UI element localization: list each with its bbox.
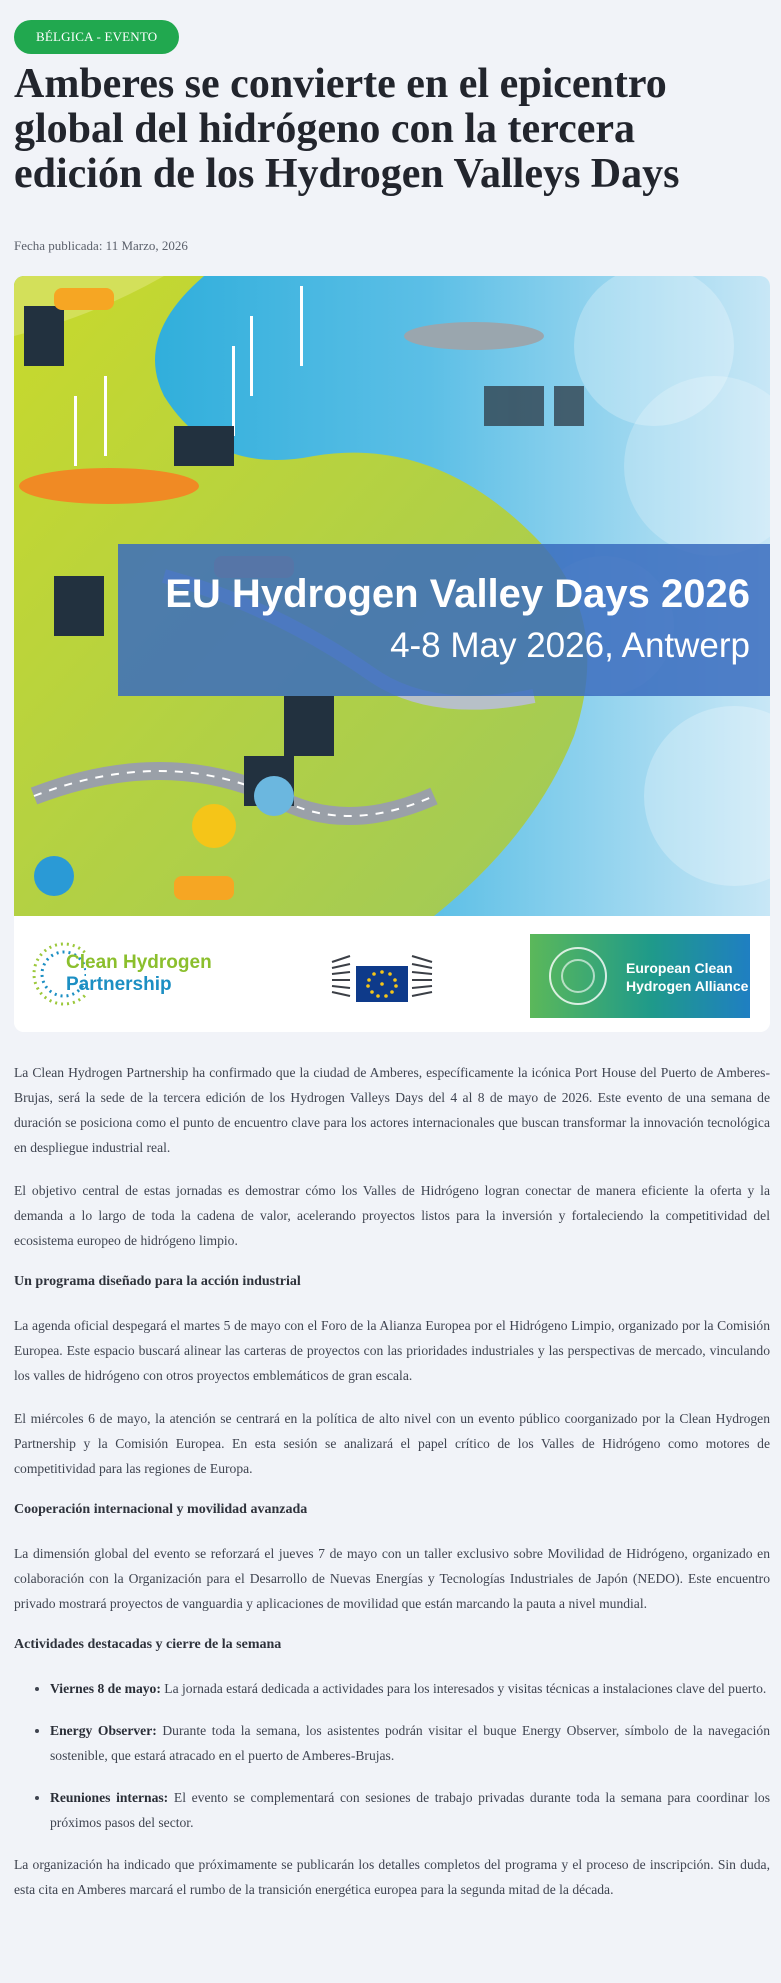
section-heading: Un programa diseñado para la acción industrial xyxy=(14,1274,301,1289)
echa-logo: European Clean Hydrogen Alliance xyxy=(530,934,750,1018)
european-commission-logo-icon xyxy=(328,942,438,1012)
paragraph: El miércoles 6 de mayo, la atención se centrará en la política de alto nivel con un evento público coorganizado por la Clean Hydrogen Partnership y la Comisión Europea. En esta sesión se analizará el papel crítico de los Valles de Hidrógeno como motores de competitividad para las regiones de Europa. xyxy=(14,1411,770,1476)
article-title: Amberes se convierte en el epicentro global del hidrógeno con la tercera edición de los Hydrogen Valleys Days xyxy=(14,61,680,197)
activity-list xyxy=(14,1676,770,1835)
hero-headline: EU Hydrogen Valley Days 2026 xyxy=(165,572,750,616)
publish-date: Fecha publicada: 11 Marzo, 2026 xyxy=(14,238,188,253)
clean-hydrogen-logo: Clean Hydrogen Partnership xyxy=(66,952,212,995)
paragraph: El objetivo central de estas jornadas es demostrar cómo los Valles de Hidrógeno logran conectar de manera eficiente la oferta y la demanda a lo largo de toda la cadena de valor, acelerando proyectos listos para la inversión y fortaleciendo la competitividad del ecosistema europeo de hidrógeno limpio. xyxy=(14,1183,770,1248)
hero-banner xyxy=(118,544,770,696)
category-badge[interactable]: BÉLGICA - EVENTO xyxy=(14,20,179,54)
paragraph: La Clean Hydrogen Partnership ha confirmado que la ciudad de Amberes, específicamente la icónica Port House del Puerto de Amberes-Brujas, será la sede de la tercera edición de los Hydrogen Valleys Days del 4 al 8 de mayo de 2026. Este evento de una semana de duración se posiciona como el punto de encuentro clave para los actores internacionales que buscan transformar la innovación tecnológica en despliegue industrial real. xyxy=(14,1065,770,1155)
hero-image xyxy=(14,276,770,1032)
list-item: • Energy Observer: Durante toda la semana, los asistentes podrán visitar el buque Energy Observer, símbolo de la navegación sostenible, que estará atracado en el puerto de Amberes-Brujas. xyxy=(50,1718,770,1768)
section-heading: Cooperación internacional y movilidad avanzada xyxy=(14,1502,308,1517)
echa-emblem-icon xyxy=(538,934,618,1018)
paragraph: La organización ha indicado que próximamente se publicarán los detalles completos del programa y el proceso de inscripción. Sin duda, esta cita en Amberes marcará el rumbo de la transición energética europea para la segunda mitad de la década. xyxy=(14,1857,770,1897)
paragraph: La dimensión global del evento se reforzará el jueves 7 de mayo con un taller exclusivo sobre Movilidad de Hidrógeno, organizado en colaboración con la Organización para el Desarrollo de Nuevas Energías y Tecnologías Industriales de Japón (NEDO). Este encuentro privado mostrará proyectos de vanguardia y aplicaciones de movilidad que están marcando la pauta a nivel mundial. xyxy=(14,1546,770,1611)
paragraph: La agenda oficial despegará el martes 5 de mayo con el Foro de la Alianza Europea por el Hidrógeno Limpio, organizado por la Comisión Europea. Este espacio buscará alinear las carteras de proyectos con las prioridades industriales y las perspectivas de mercado, vinculando los valles de hidrógeno con otros proyectos emblemáticos de gran escala. xyxy=(14,1318,770,1383)
list-item: • Reuniones internas: El evento se complementará con sesiones de trabajo privadas durante toda la semana para coordinar los próximos pasos del sector. xyxy=(50,1785,770,1835)
list-item: • Viernes 8 de mayo: La jornada estará dedicada a actividades para los interesados y visitas técnicas a instalaciones clave del puerto. xyxy=(50,1676,770,1701)
article-body xyxy=(14,1060,770,1920)
partner-logos xyxy=(14,916,770,1032)
hero-subheadline: 4-8 May 2026, Antwerp xyxy=(390,626,750,665)
section-heading: Actividades destacadas y cierre de la semana xyxy=(14,1637,282,1652)
